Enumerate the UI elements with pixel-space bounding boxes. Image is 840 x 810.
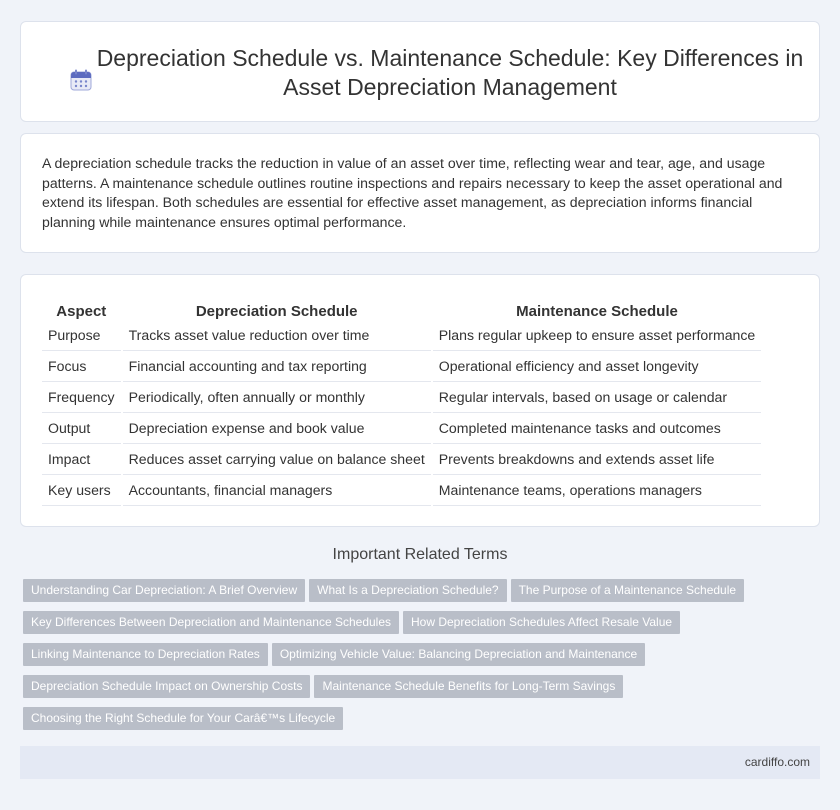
table-row: [42, 351, 761, 382]
row-depreciation: Periodically, often annually or monthly: [123, 382, 431, 413]
comparison-table: [42, 294, 761, 506]
row-depreciation: Financial accounting and tax reporting: [123, 351, 431, 382]
intro-card: [20, 133, 820, 253]
related-term-link[interactable]: Understanding Car Depreciation: A Brief Overview: [23, 579, 305, 602]
table-row: [42, 475, 761, 506]
row-depreciation: Accountants, financial managers: [123, 475, 431, 506]
related-term-link[interactable]: Choosing the Right Schedule for Your Carâ€™s Lifecycle: [23, 707, 343, 730]
related-term-link[interactable]: How Depreciation Schedules Affect Resale Value: [403, 611, 680, 634]
related-term-link[interactable]: Depreciation Schedule Impact on Ownership Costs: [23, 675, 310, 698]
related-term-link[interactable]: Optimizing Vehicle Value: Balancing Depreciation and Maintenance: [272, 643, 645, 666]
row-aspect: Impact: [42, 444, 121, 475]
row-depreciation: Reduces asset carrying value on balance sheet: [123, 444, 431, 475]
page-title: Depreciation Schedule vs. Maintenance Schedule: Key Differences in Asset Depreciation Management: [96, 45, 804, 100]
footer: [20, 746, 820, 779]
row-depreciation: Tracks asset value reduction over time: [123, 320, 431, 351]
row-aspect: Key users: [42, 475, 121, 506]
title-card: [20, 21, 820, 122]
header-aspect: Aspect: [56, 303, 107, 320]
table-row: [42, 320, 761, 351]
related-terms-list: [23, 579, 793, 739]
row-maintenance: Completed maintenance tasks and outcomes: [433, 413, 762, 444]
row-maintenance: Regular intervals, based on usage or calendar: [433, 382, 762, 413]
related-term-link[interactable]: The Purpose of a Maintenance Schedule: [511, 579, 744, 602]
header-depreciation: Depreciation Schedule: [195, 303, 358, 320]
intro-paragraph: A depreciation schedule tracks the reduction in value of an asset over time, reflecting wear and tear, age, and usage patterns. A maintenance schedule outlines routine inspections and repairs necessary to keep the asset operational and extend its lifespan. Both schedules are essential for effective asset management, as depreciation informs financial planning while maintenance ensures optimal performance.: [42, 155, 783, 230]
table-row: [42, 382, 761, 413]
row-depreciation: Depreciation expense and book value: [123, 413, 431, 444]
table-row: [42, 413, 761, 444]
related-term-link[interactable]: What Is a Depreciation Schedule?: [309, 579, 506, 602]
related-terms-title: Important Related Terms: [332, 546, 508, 563]
row-aspect: Focus: [42, 351, 121, 382]
related-term-link[interactable]: Key Differences Between Depreciation and Maintenance Schedules: [23, 611, 399, 634]
calendar-icon: [69, 68, 93, 92]
header-maintenance: Maintenance Schedule: [516, 303, 678, 320]
row-aspect: Frequency: [42, 382, 121, 413]
row-maintenance: Plans regular upkeep to ensure asset performance: [433, 320, 762, 351]
related-term-link[interactable]: Linking Maintenance to Depreciation Rates: [23, 643, 268, 666]
row-maintenance: Operational efficiency and asset longevity: [433, 351, 762, 382]
related-term-link[interactable]: Maintenance Schedule Benefits for Long-Term Savings: [314, 675, 623, 698]
row-aspect: Output: [42, 413, 121, 444]
footer-site-link[interactable]: cardiffo.com: [744, 755, 810, 769]
comparison-card: [20, 274, 820, 527]
row-aspect: Purpose: [42, 320, 121, 351]
table-row: [42, 444, 761, 475]
table-header-row: [42, 294, 761, 320]
row-maintenance: Prevents breakdowns and extends asset life: [433, 444, 762, 475]
row-maintenance: Maintenance teams, operations managers: [433, 475, 762, 506]
